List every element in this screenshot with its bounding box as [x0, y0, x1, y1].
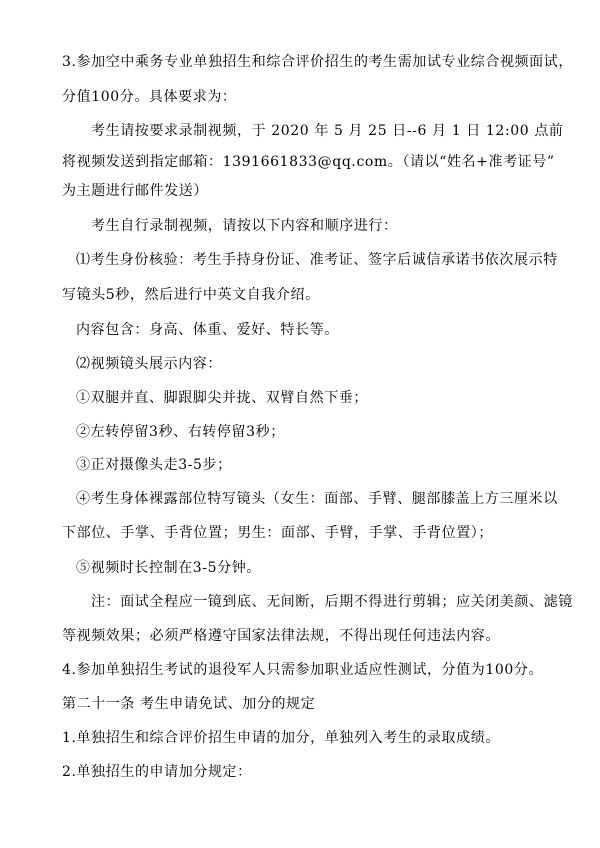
article-21-item-1: 1.单独招生和综合评价招生申请的加分，单独列入考生的录取成绩。 — [62, 730, 500, 746]
display-item-4-line-1: ④考生身体裸露部位特写镜头（女生：面部、手臂、腿部膝盖上方三厘米以 — [76, 491, 558, 507]
video-deadline-line-2: 将视频发送到指定邮箱：1391661833@qq.com。（请以“姓名+准考证号” — [62, 154, 555, 170]
introduction-content: 内容包含：身高、体重、爱好、特长等。 — [76, 322, 339, 338]
paragraph-3-line-1: 3.参加空中乘务专业单独招生和综合评价招生的考生需加试专业综合视频面试， — [62, 54, 573, 70]
article-21-item-2: 2.单独招生的申请加分规定： — [62, 764, 252, 780]
recording-order-intro: 考生自行录制视频，请按以下内容和顺序进行： — [91, 218, 398, 234]
identity-check-line-1: ⑴考生身份核验：考生手持身份证、准考证、签字后诚信承诺书依次展示特 — [76, 252, 558, 268]
display-item-5: ⑤视频时长控制在3-5分钟。 — [76, 560, 261, 576]
display-item-4-line-2: 下部位、手掌、手背位置；男生：面部、手臂，手掌、手背位置）； — [62, 525, 493, 541]
display-item-3: ③正对摄像头走3-5步； — [76, 457, 232, 473]
identity-check-line-2: 写镜头5秒，然后进行中英文自我介绍。 — [62, 287, 320, 303]
interview-note-line-1: 注：面试全程应一镜到底、无间断，后期不得进行剪辑；应关闭美颜、滤镜 — [91, 594, 573, 610]
video-deadline-line-3: 为主题进行邮件发送） — [62, 183, 208, 199]
video-display-heading: ⑵视频镜头展示内容： — [76, 356, 222, 372]
video-deadline-line-1: 考生请按要求录制视频，于 2020 年 5 月 25 日--6 月 1 日 12:00 点前 — [91, 123, 564, 139]
paragraph-4: 4.参加单独招生考试的退役军人只需参加职业适应性测试，分值为100分。 — [62, 662, 544, 678]
interview-note-line-2: 等视频效果；必须严格遵守国家法律法规，不得出现任何违法内容。 — [62, 628, 500, 644]
display-item-2: ②左转停留3秒、右转停留3秒； — [76, 424, 285, 440]
paragraph-3-line-2: 分值100分。具体要求为： — [62, 89, 237, 105]
display-item-1: ①双腿并直、脚跟脚尖并拢、双臂自然下垂； — [76, 390, 368, 406]
article-21-heading: 第二十一条 考生申请免试、加分的规定 — [62, 696, 316, 712]
